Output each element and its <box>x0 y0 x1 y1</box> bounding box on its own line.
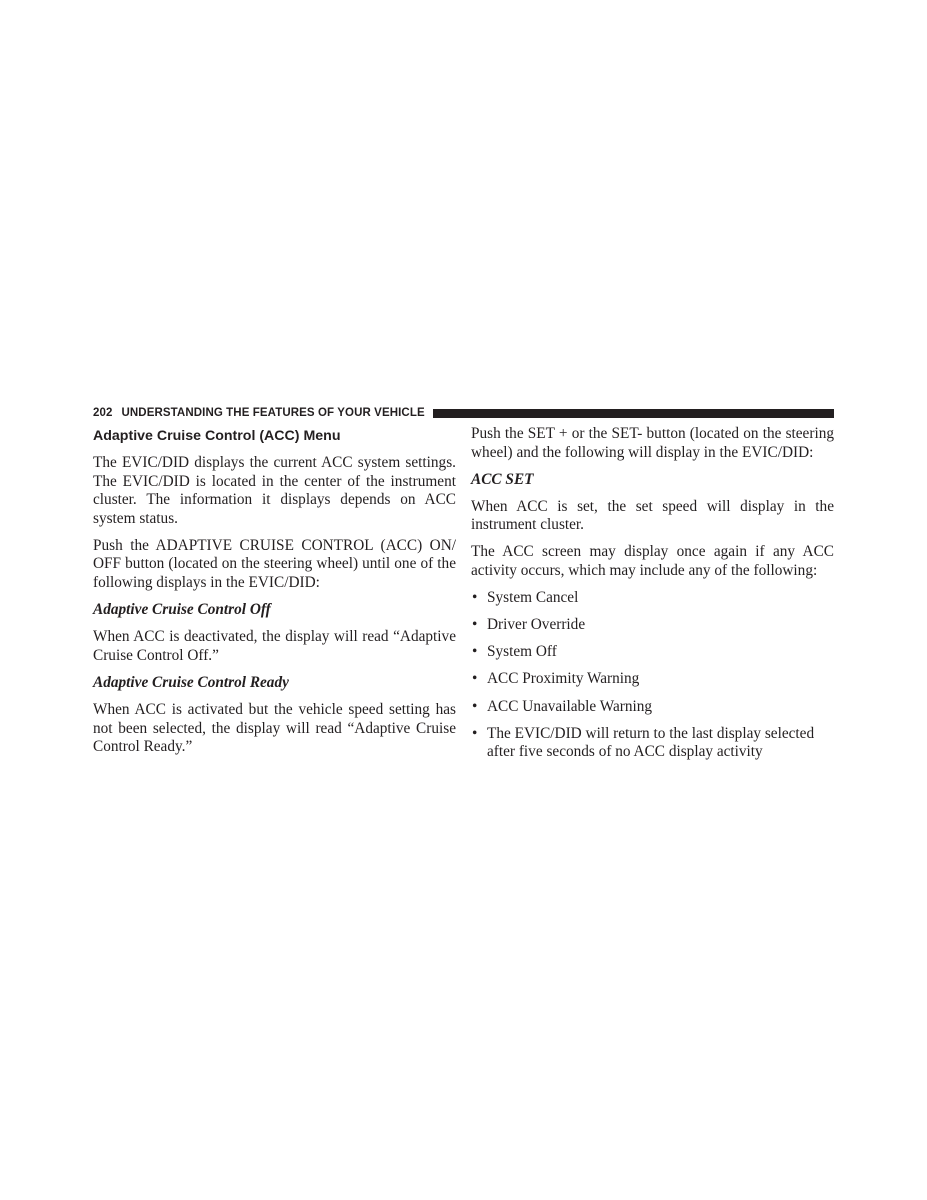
paragraph-acc-ready: When ACC is activated but the vehicle speed setting has not been selected, the display will read “Adaptive Cruise Control Ready.” <box>93 701 456 756</box>
header-rule <box>433 409 834 418</box>
left-column <box>93 425 456 765</box>
list-item: • Driver Override <box>472 616 586 634</box>
bullet-icon: • <box>472 670 478 688</box>
list-item: • The EVIC/DID will return to the last display selected after five seconds of no ACC display activity <box>472 724 815 761</box>
bullet-icon: • <box>472 616 478 634</box>
subheading-acc-ready: Adaptive Cruise Control Ready <box>93 673 289 691</box>
paragraph-acc-button-instructions: Push the ADAPTIVE CRUISE CONTROL (ACC) ON/​OFF button (located on the steering wheel) until one of the following displays in the EVIC/DID: <box>93 536 456 592</box>
subheading-acc-off: Adaptive Cruise Control Off <box>93 601 271 619</box>
list-item: • ACC Proximity Warning <box>472 670 640 688</box>
paragraph-acc-screen: The ACC screen may display once again if any ACC activity occurs, which may include any of the following: <box>471 543 834 580</box>
bullet-icon: • <box>472 589 478 607</box>
page-number: 202 <box>93 407 113 419</box>
right-column <box>471 425 834 770</box>
bullet-icon: • <box>472 697 478 715</box>
list-item: • ACC Unavailable Warning <box>472 697 653 715</box>
bullet-icon: • <box>472 643 478 661</box>
paragraph-acc-off: When ACC is deactivated, the display will read “Adaptive Cruise Control Off.” <box>93 628 456 664</box>
paragraph-acc-set: When ACC is set, the set speed will display in the instrument cluster. <box>471 497 834 534</box>
list-item: • System Off <box>472 643 557 661</box>
section-heading: Adaptive Cruise Control (ACC) Menu <box>93 428 341 444</box>
paragraph-evic-description: The EVIC/DID displays the current ACC system settings. The EVIC/DID is located in the center of the instrument cluster. The information it displays depends on ACC system status. <box>93 454 456 527</box>
page-header <box>93 404 834 422</box>
paragraph-set-buttons: Push the SET + or the SET- button (located on the steering wheel) and the following will display in the EVIC/DID: <box>471 425 834 461</box>
list-item: • System Cancel <box>472 589 579 607</box>
subheading-acc-set: ACC SET <box>471 470 534 488</box>
bullet-list <box>471 589 834 762</box>
running-title: UNDERSTANDING THE FEATURES OF YOUR VEHICLE <box>121 407 425 419</box>
bullet-icon: • <box>472 724 478 742</box>
